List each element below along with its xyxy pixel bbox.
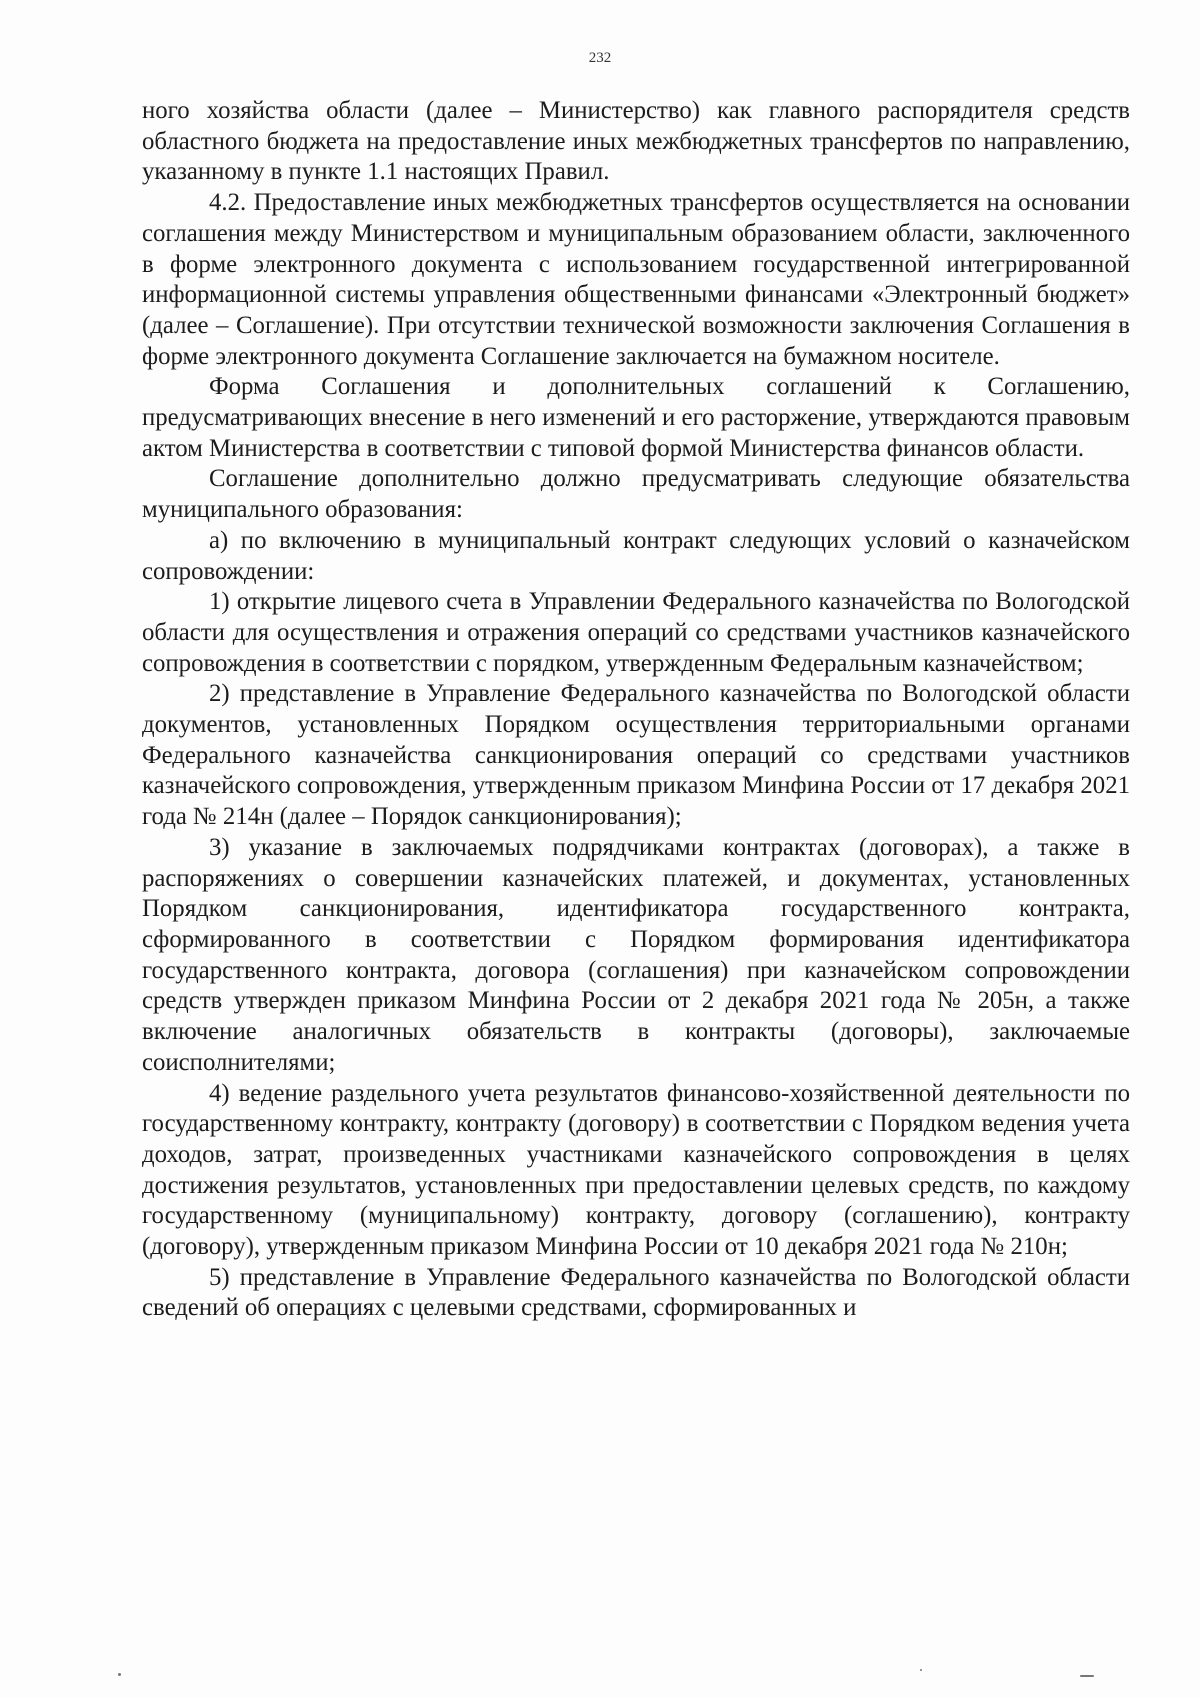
paragraph: Форма Соглашения и дополнительных соглашений к Соглашению, предусматривающих внесение в него изменений и его расторжение, утверждаются правовым актом Министерства в соответствии с типовой формой Министерства финансов области. bbox=[142, 373, 1130, 462]
paragraph: 3) указание в заключаемых подрядчиками контрактах (договорах), а также в распоряжениях о совершении казначейских платежей, и документах, установленных Порядком санкционирования, идентификатора государственного контракта, сформированного в соответствии с Порядком формирования идентификатора государственного контракта, договора (соглашения) при казначейском сопровождении средств утвержден приказом Минфина России от 2 декабря 2021 года № 205н, а также включение аналогичных обязательств в контракты (договоры), заключаемые соисполнителями; bbox=[142, 833, 1130, 1076]
page-number: 232 bbox=[588, 50, 612, 66]
paragraph: 2) представление в Управление Федерального казначейства по Вологодской области документов, установленных Порядком осуществления территориальными органами Федерального казначейства санкционирования операций со средствами участников казначейского сопровождения, утвержденным приказом Минфина России от 17 декабря 2021 года № 214н (далее – Порядок санкционирования); bbox=[142, 680, 1130, 831]
document-body bbox=[142, 96, 1130, 1324]
paragraph: а) по включению в муниципальный контракт следующих условий о казначейском сопровождении: bbox=[142, 526, 1130, 585]
paragraph: ного хозяйства области (далее – Министерство) как главного распорядителя средств областного бюджета на предоставление иных межбюджетных трансфертов по направлению, указанному в пункте 1.1 настоящих Правил. bbox=[142, 97, 1130, 186]
paragraph: 4.2. Предоставление иных межбюджетных трансфертов осуществляется на основании соглашения между Министерством и муниципальным образованием области, заключенного в форме электронного документа с использованием государственной интегрированной информационной системы управления общественными финансами «Электронный бюджет» (далее – Соглашение). При отсутствии технической возможности заключения Соглашения в форме электронного документа Соглашение заключается на бумажном носителе. bbox=[142, 189, 1130, 370]
scan-speck bbox=[920, 1669, 922, 1671]
scan-speck bbox=[118, 1673, 121, 1676]
scan-speck bbox=[1080, 1675, 1094, 1677]
paragraph: 4) ведение раздельного учета результатов финансово-хозяйственной деятельности по государственному контракту, контракту (договору) в соответствии с Порядком ведения учета доходов, затрат, произведенных участниками казначейского сопровождения в целях достижения результатов, установленных при предоставлении целевых средств, по каждому государственному (муниципальному) контракту, договору (соглашению), контракту (договору), утвержденным приказом Минфина России от 10 декабря 2021 года № 210н; bbox=[142, 1079, 1130, 1261]
scan-noise bbox=[0, 1667, 1200, 1687]
paragraph: 5) представление в Управление Федерального казначейства по Вологодской области сведений об операциях с целевыми средствами, сформированных и bbox=[142, 1263, 1130, 1322]
paragraph: Соглашение дополнительно должно предусматривать следующие обязательства муниципального образования: bbox=[142, 465, 1130, 524]
paragraph: 1) открытие лицевого счета в Управлении Федерального казначейства по Вологодской области для осуществления и отражения операций со средствами участников казначейского сопровождения в соответствии с порядком, утвержденным Федеральным казначейством; bbox=[142, 588, 1130, 677]
